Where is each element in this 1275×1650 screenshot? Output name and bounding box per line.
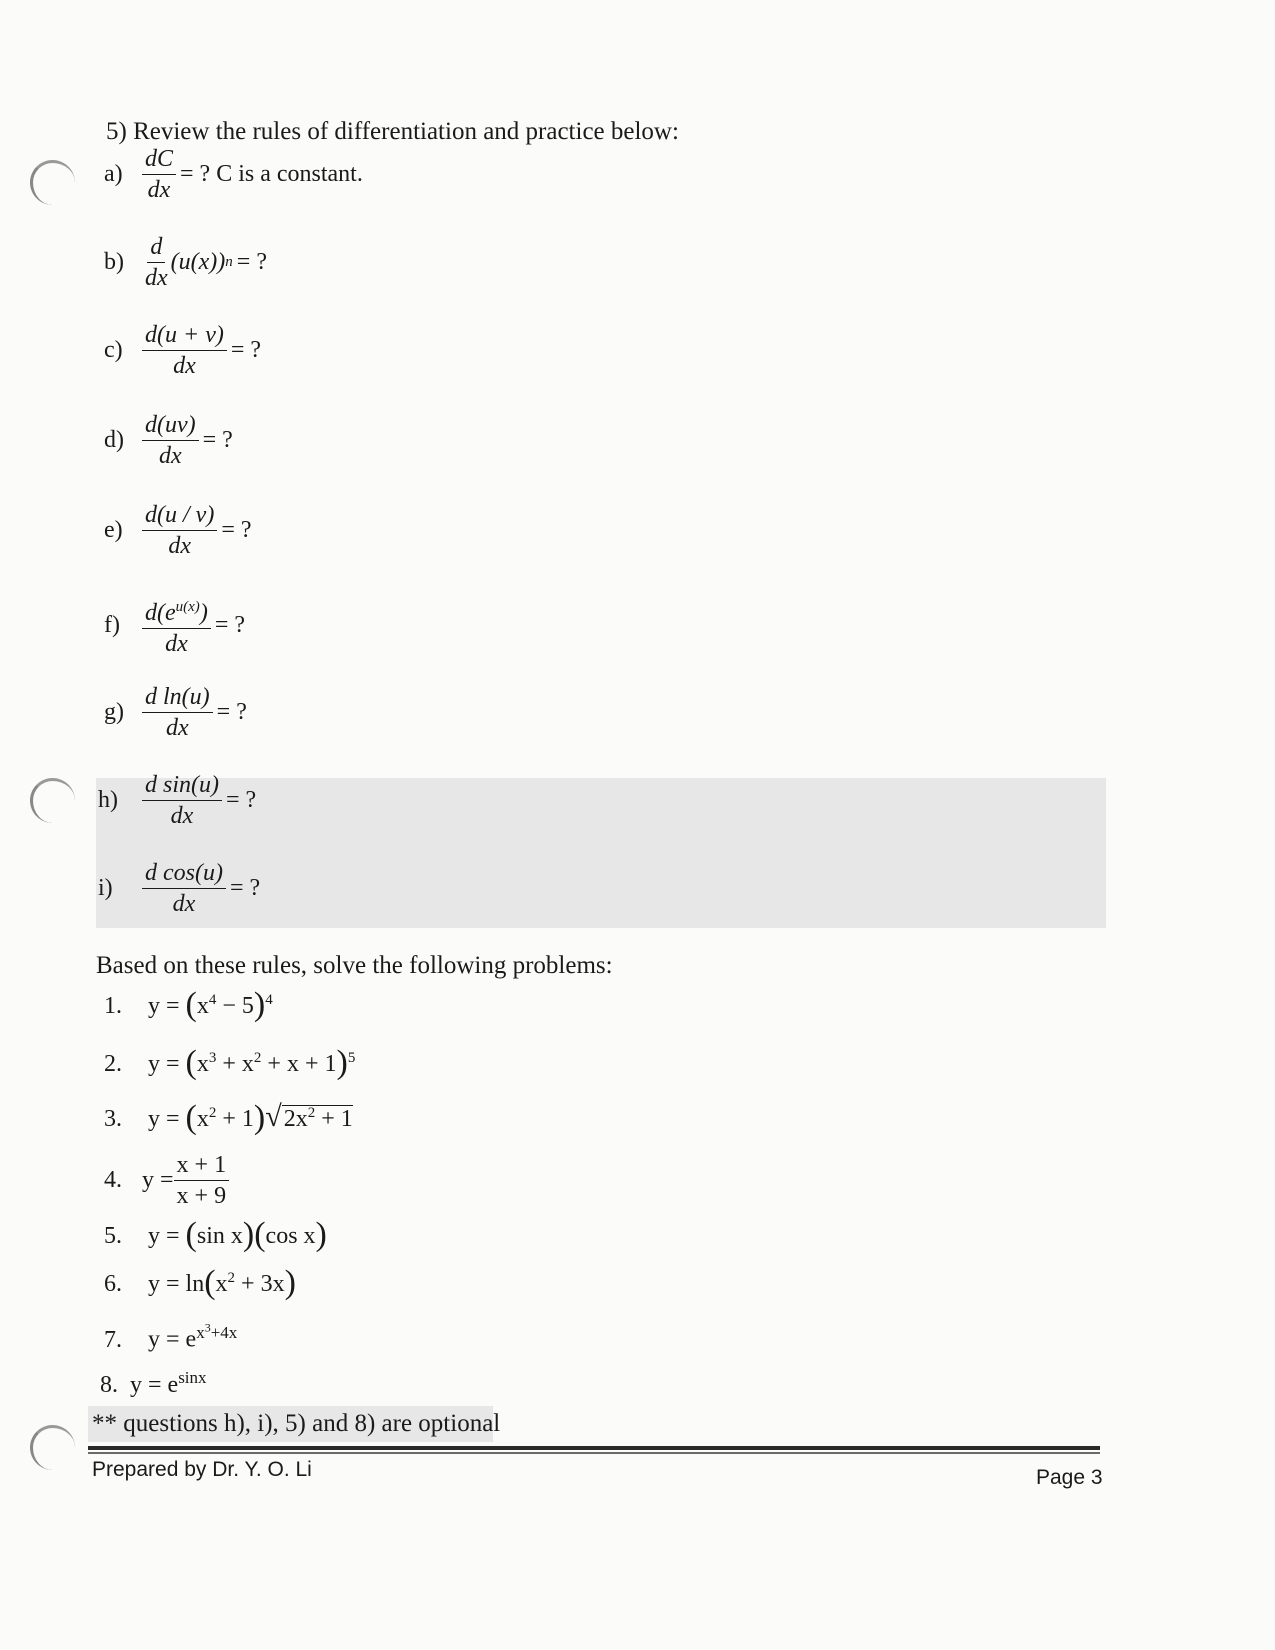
fraction: $\frac{d(e^{u(x)})}{dx}$ [142, 592, 211, 659]
problem-1: 1. $y = (x^4 - 5)^4$ [104, 986, 273, 1023]
fraction: $\frac{d}{dx}$ [145, 234, 168, 291]
fraction: $\frac{\text{d cos(u)}}{dx}$ [142, 858, 226, 919]
problem-3: 3. $y = (x^2 + 1)√2x^2 + 1$ [104, 1099, 353, 1136]
sqrt-sign-icon: √ [265, 1100, 282, 1133]
rule-b: b) $\frac{d}{dx}$ (u(x)) n = ? [104, 234, 267, 291]
rule-a: a) $\frac{dC}{dx}$ = ? C is a constant. [104, 146, 363, 203]
rule-f: f) $\frac{d(e^{u(x)})}{dx}$ = ? [104, 592, 245, 659]
fraction: $\frac{\text{d sin(u)}}{dx}$ [142, 770, 222, 831]
rule-i: i) $\frac{\text{d cos(u)}}{dx}$ = ? [98, 860, 261, 917]
fraction: $\frac{d(u / v)}{dx}$ [142, 500, 217, 561]
binder-hole-middle [30, 778, 75, 823]
binder-hole-top [30, 160, 75, 205]
rule-e: e) $\frac{d(u / v)}{dx}$ = ? [104, 502, 252, 559]
problems-intro: Based on these rules, solve the following problems: [96, 952, 613, 979]
fraction: $\frac{d(uv)}{dx}$ [142, 410, 199, 471]
optional-note: ** questions h), i), 5) and 8) are optional [92, 1410, 501, 1437]
problem-6: 6. $y = \ln(x^2 + 3x)$ [104, 1264, 296, 1301]
fraction: $\frac{\text{d ln(u)}}{dx}$ [142, 682, 213, 743]
problem-5: 5. y = (sin x)(cos x) [104, 1216, 327, 1253]
problem-8: 8. $y = e^{sinx}$ [100, 1368, 207, 1398]
problem-2: 2. $y = (x^3 + x^2 + x + 1)^5$ [104, 1044, 356, 1081]
problem-4: 4. y = $\frac{x + 1}{x + 9}$ [104, 1150, 229, 1211]
rule-label: a) [104, 161, 123, 187]
footer-rule [88, 1446, 1100, 1450]
rule-c: c) $\frac{d(u + v)}{dx}$ = ? [104, 322, 262, 379]
binder-hole-bottom [30, 1425, 75, 1470]
rule-d: d) $\frac{d(uv)}{dx}$ = ? [104, 412, 233, 469]
footer-rule-thin [88, 1452, 1100, 1454]
fraction: $\frac{x + 1}{x + 9}$ [174, 1150, 230, 1211]
problem-7: 7. $y = e^{x^3+4x}$ [104, 1320, 238, 1353]
fraction: $\frac{d(u + v)}{dx}$ [142, 320, 227, 381]
fraction: $\frac{dC}{dx}$ [142, 144, 176, 205]
question-5-heading: 5) Review the rules of differentiation and practice below: [106, 118, 679, 145]
page-number: Page 3 [1036, 1466, 1103, 1489]
footer-author: Prepared by Dr. Y. O. Li [92, 1458, 312, 1481]
rule-g: g) $\frac{\text{d ln(u)}}{dx}$ = ? [104, 684, 247, 741]
rule-h: h) $\frac{\text{d sin(u)}}{dx}$ = ? [98, 772, 257, 829]
